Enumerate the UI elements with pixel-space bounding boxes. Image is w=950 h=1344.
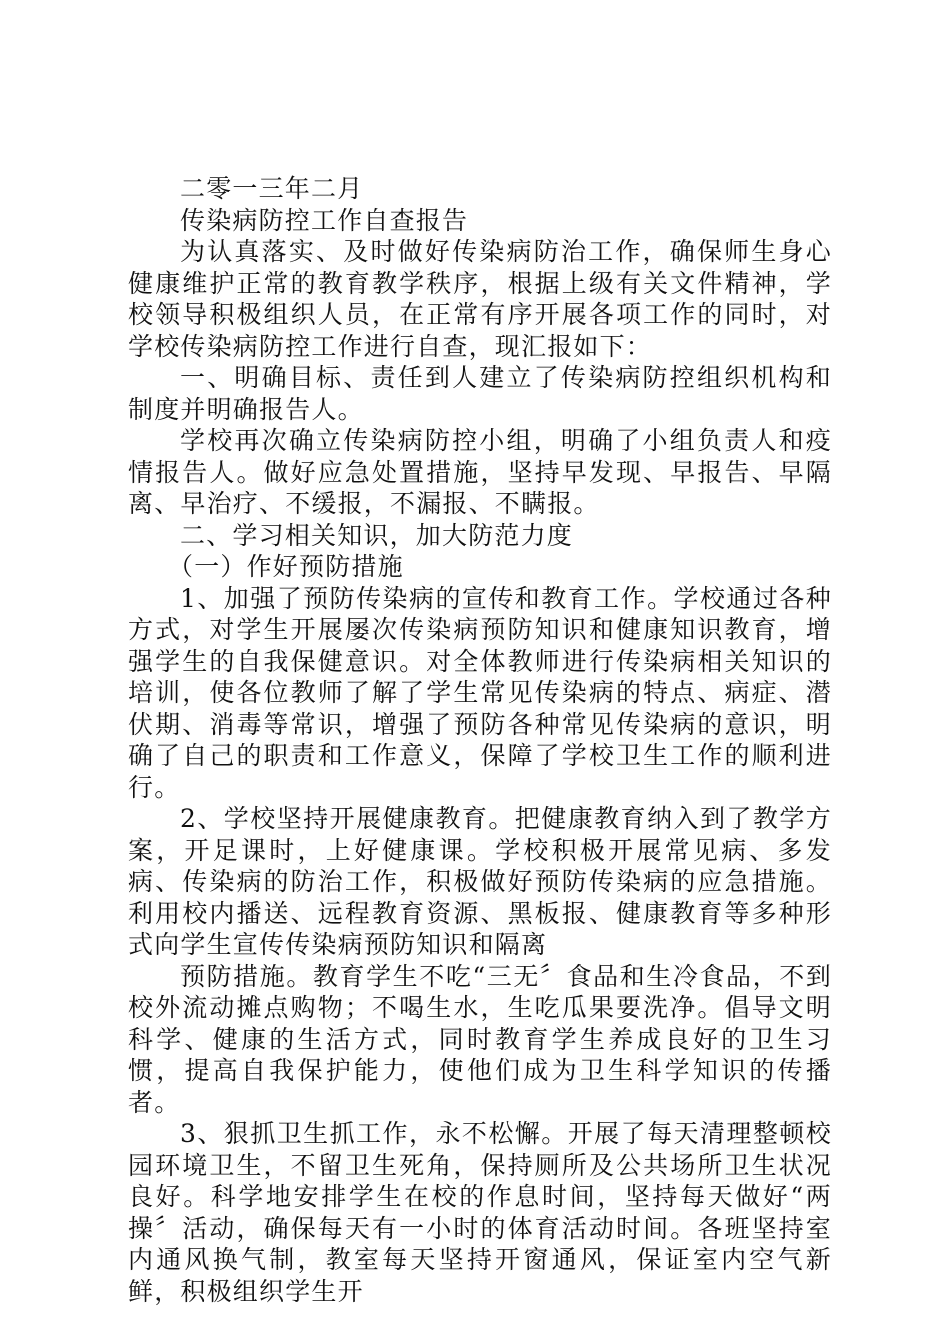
paragraph: 2、学校坚持开展健康教育。把健康教育纳入到了教学方案，开足课时，上好健康课。学校积极开展常见病、多发病、传染病的防治工作，积极做好预防传染病的应急措施。利用校内播送、远程教育资源、黑板报、健康教育等多种形式向学生宣传传染病预防知识和隔离 xyxy=(128,804,832,959)
section-heading: 一、明确目标、责任到人建立了传染病防控组织机构和制度并明确报告人。 xyxy=(128,363,832,424)
paragraph: 1、加强了预防传染病的宣传和教育工作。学校通过各种方式，对学生开展屡次传染病预防知识和健康知识教育，增强学生的自我保健意识。对全体教师进行传染病相关知识的培训，使各位教师了解了学生常见传染病的特点、病症、潜伏期、消毒等常识，增强了预防各种常见传染病的意识，明确了自己的职责和工作意义，保障了学校卫生工作的顺利进行。 xyxy=(128,583,832,802)
paragraph: 预防措施。教育学生不吃“三无〞食品和生冷食品，不到校外流动摊点购物；不喝生水，生吃瓜果要洗净。倡导文明科学、健康的生活方式，同时教育学生养成良好的卫生习惯，提高自我保护能力，使他们成为卫生科学知识的传播者。 xyxy=(128,961,832,1117)
document-date: 二零一三年二月 xyxy=(180,174,364,203)
paragraph: 3、狠抓卫生抓工作，永不松懈。开展了每天清理整顿校园环境卫生，不留卫生死角，保持厕所及公共场所卫生状况良好。科学地安排学生在校的作息时间，坚持每天做好“两操〞活动，确保每天有一小时的体育活动时间。各班坚持室内通风换气制，教室每天坚持开窗通风，保证室内空气新鲜，积极组织学生开 xyxy=(128,1119,832,1306)
paragraph: 学校再次确立传染病防控小组，明确了小组负责人和疫情报告人。做好应急处置措施，坚持早发现、早报告、早隔离、早治疗、不缓报，不漏报、不瞒报。 xyxy=(128,426,832,518)
subsection-heading: （一）作好预防措施 xyxy=(168,552,404,581)
paragraph: 为认真落实、及时做好传染病防治工作，确保师生身心健康维护正常的教育教学秩序，根据上级有关文件精神，学校领导积极组织人员，在正常有序开展各项工作的同时，对学校传染病防控工作进行自查，现汇报如下： xyxy=(128,237,832,361)
document-body xyxy=(128,173,832,1307)
document-title: 传染病防控工作自查报告 xyxy=(180,205,469,235)
section-heading: 二、学习相关知识，加大防范力度 xyxy=(180,520,574,550)
